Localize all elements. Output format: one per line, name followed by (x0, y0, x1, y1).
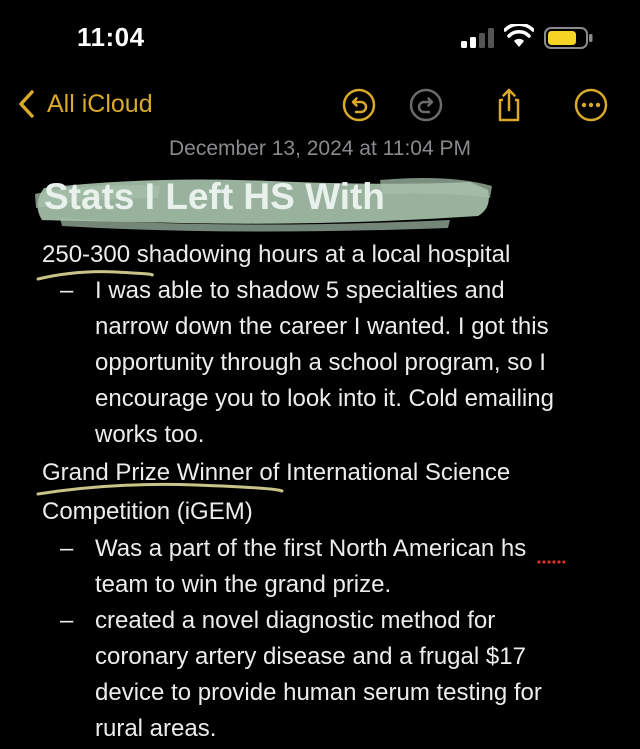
wifi-icon (504, 24, 534, 48)
share-icon[interactable] (491, 87, 527, 123)
s2-b1-l1: Was a part of the first North American hs (95, 535, 527, 562)
redo-icon[interactable] (408, 87, 444, 123)
more-options-icon[interactable] (573, 87, 609, 123)
s2-b1-l2: team to win the grand prize. (95, 571, 392, 598)
stat-2-line-2: Competition (iGEM) (42, 498, 253, 525)
stat-2-highlight: Grand Prize Winner (42, 459, 253, 486)
chevron-left-icon (16, 89, 38, 119)
s1-b1-l1: I was able to shadow 5 specialties and (95, 277, 505, 304)
status-bar (0, 0, 640, 76)
stat-1-text: shadowing hours at a local hospital (130, 241, 511, 268)
back-label: All iCloud (47, 89, 153, 118)
s2-b2-l1: created a novel diagnostic method for (95, 607, 496, 634)
bullet-dash: – (60, 277, 74, 304)
spellcheck-marker (537, 558, 565, 566)
s1-b1-l3: opportunity through a school program, so I (95, 349, 546, 376)
stat-2-text: of International Science (252, 459, 511, 486)
s2-b2-l2: coronary artery disease and a frugal $17 (95, 643, 526, 670)
bullet-dash: – (60, 535, 74, 562)
nav-bar (0, 76, 640, 132)
s1-b1-l2: narrow down the career I wanted. I got this (95, 313, 549, 340)
back-button[interactable] (16, 86, 153, 122)
note-date: December 13, 2024 at 11:04 PM (169, 137, 471, 160)
stat-1-highlight: 250-300 (42, 241, 131, 268)
note-title: Stats I Left HS With (44, 176, 385, 217)
note-title-block[interactable] (30, 168, 500, 232)
s1-b1-l4: encourage you to look into it. Cold emailing (95, 385, 554, 412)
undo-icon[interactable] (341, 87, 377, 123)
s2-b2-l4: rural areas. (95, 715, 217, 742)
s2-b2-l3: device to provide human serum testing for (95, 679, 542, 706)
cellular-signal-icon (461, 28, 495, 48)
bullet-dash: – (60, 607, 74, 634)
status-time: 11:04 (77, 22, 145, 52)
s1-b1-l5: works too. (95, 421, 205, 448)
battery-icon (544, 26, 594, 50)
